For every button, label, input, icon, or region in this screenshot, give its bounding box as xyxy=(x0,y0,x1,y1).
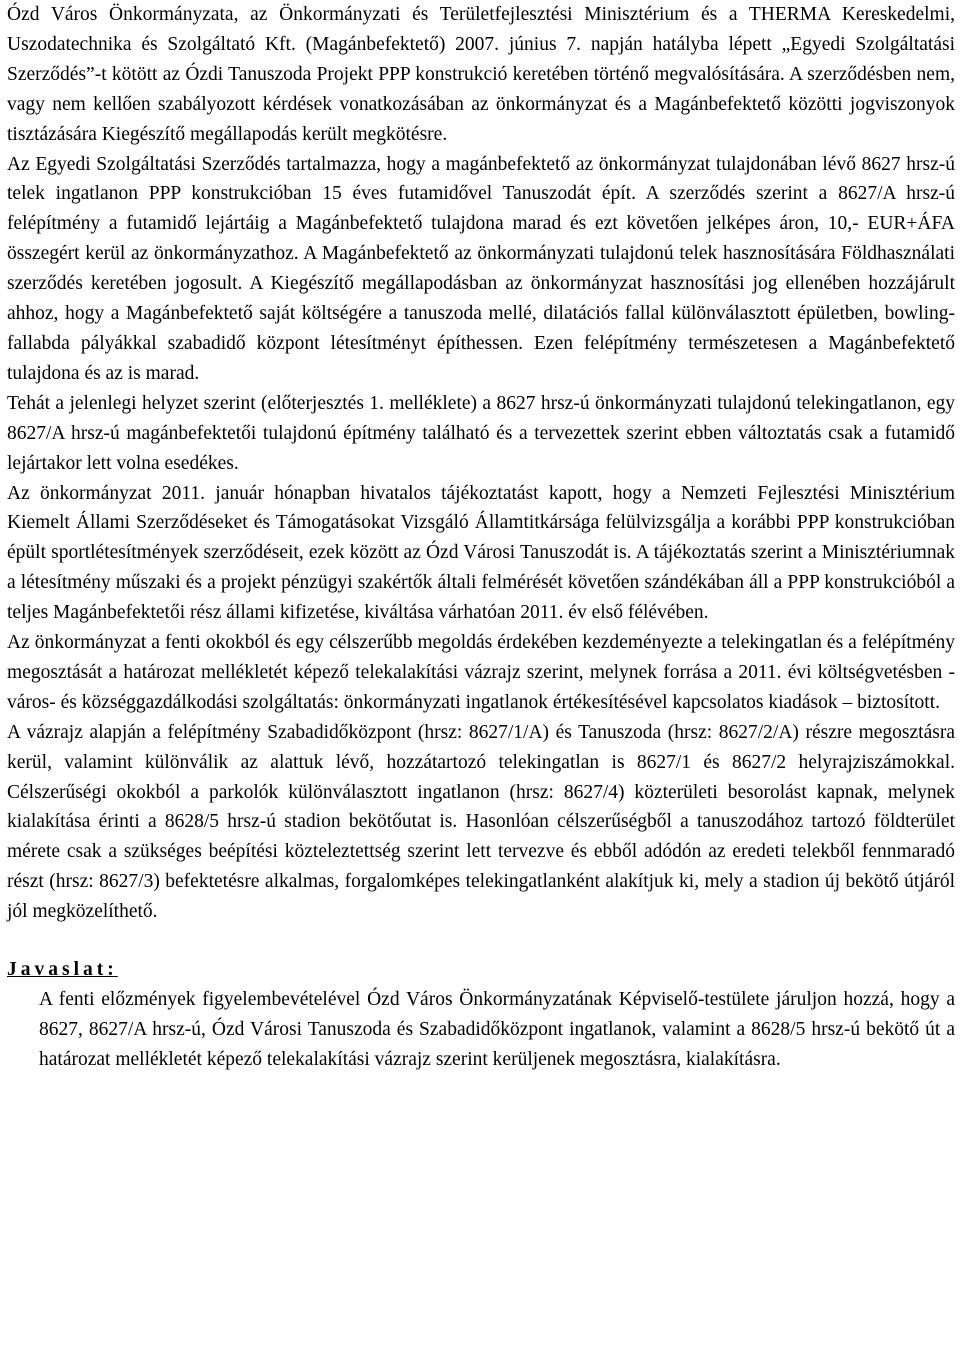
section-spacer xyxy=(7,927,955,955)
proposal-text: A fenti előzmények figyelembevételével Ózd Város Önkormányzatának Képviselő-testülete járuljon hozzá, hogy a 8627, 8627/A hrsz-ú, Ózd Városi Tanuszoda és Szabadidőközpont ingatlanok, valamint a 8628/5 hrsz-ú bekötő út a határozat mellékletét képező telekalakítási vázrajz szerint kerüljenek megosztásra, kialakításra. xyxy=(39,989,955,1070)
paragraph-sketch-details: A vázrajz alapján a felépítmény Szabadidőközpont (hrsz: 8627/1/A) és Tanuszoda (hrsz: 8627/2/A) részre megosztásra kerül, valamint különválik az alattuk lévő, hozzátartozó telekingatlan is 8627/1 és 8627/2 helyrajziszámokkal. Célszerűségi okokból a parkolók különválasztott ingatlanon (hrsz: 8627/4) közterületi besorolást kapnak, melynek kialakítása érinti a 8628/5 hrsz-ú stadion bekötőutat is. Hasonlóan célszerűségből a tanuszodához tartozó földterület mérete csak a szükséges beépítési közteleztettség szerint lett tervezve és ebből adódón az eredeti telekből fennmaradó részt (hrsz: 8627/3) befektetésre alkalmas, forgalomképes telekingatlanként alakítjuk ki, mely a stadion új bekötő útjáról jól megközelíthető. xyxy=(7,721,955,923)
proposal-block xyxy=(39,985,955,1075)
paragraph-ministry-review: Az önkormányzat 2011. január hónapban hivatalos tájékoztatást kapott, hogy a Nemzeti Fejlesztési Minisztérium Kiemelt Állami Szerződéseket és Támogatásokat Vizsgáló Államtitkársága felülvizsgálja a korábbi PPP konstrukcióban épült sportlétesítmények szerződéseit, ezek között az Ózd Városi Tanuszodát is. A tájékoztatás szerint a Minisztériumnak a létesítmény műszaki és a projekt pénzügyi szakértők általi felmérését követően szándékában áll a PPP konstrukcióból a teljes Magánbefektetői rész állami kifizetése, kiváltása várhatóan 2011. év első félévében. xyxy=(7,482,955,624)
proposal-heading: Javaslat: xyxy=(7,959,118,981)
paragraph-intro: Ózd Város Önkormányzata, az Önkormányzati és Területfejlesztési Minisztérium és a THERMA Kereskedelmi, Uszodatechnika és Szolgáltató Kft. (Magánbefektető) 2007. június 7. napján hatályba lépett „Egyedi Szolgáltatási Szerződés”-t kötött az Ózdi Tanuszoda Projekt PPP konstrukció keretében történő megvalósítására. A szerződésben nem, vagy nem kellően szabályozott kérdések vonatkozásában az önkormányzat és a Magánbefektető közötti jogviszonyok tisztázására Kiegészítő megállapodás került megkötésre. xyxy=(7,4,955,145)
paragraph-contract-details: Az Egyedi Szolgáltatási Szerződés tartalmazza, hogy a magánbefektető az önkormányzat tulajdonában lévő 8627 hrsz-ú telek ingatlanon PPP konstrukcióban 15 éves futamidővel Tanuszodát épít. A szerződés szerint a 8627/A hrsz-ú felépítmény a futamidő lejártáig a Magánbefektető tulajdona marad és ezt követően jelképes áron, 10,- EUR+ÁFA összegért kerül az önkormányzathoz. A Magánbefektető az önkormányzati tulajdonú telek hasznosítására Földhasználati szerződés keretében jogosult. A Kiegészítő megállapodásban az önkormányzat hasznosítási jog ellenében hozzájárult ahhoz, hogy a Magánbefektető saját költségére a tanuszoda mellé, dilatációs fallal különválasztott épületben, bowling-fallabda pályákkal szabadidő központ létesítményt építhessen. Ezen felépítmény természetesen a Magánbefektető tulajdona és az is marad. xyxy=(7,153,955,384)
paragraph-division-initiative: Az önkormányzat a fenti okokból és egy célszerűbb megoldás érdekében kezdeményezte a telekingatlan és a felépítmény megosztását a határozat mellékletét képező telekalakítási vázrajz szerint, melynek forrása a 2011. évi költségvetésben - város- és községgazdálkodási szolgáltatás: önkormányzati ingatlanok értékesítésével kapcsolatos kiadások – biztosított. xyxy=(7,632,955,713)
document-page xyxy=(7,0,955,1075)
paragraph-current-situation: Tehát a jelenlegi helyzet szerint (előterjesztés 1. melléklete) a 8627 hrsz-ú önkormányzati tulajdonú telekingatlanon, egy 8627/A hrsz-ú magánbefektetői tulajdonú építmény található és a tervezettek szerint ebben változtatás csak a futamidő lejártakor lett volna esedékes. xyxy=(7,392,955,474)
